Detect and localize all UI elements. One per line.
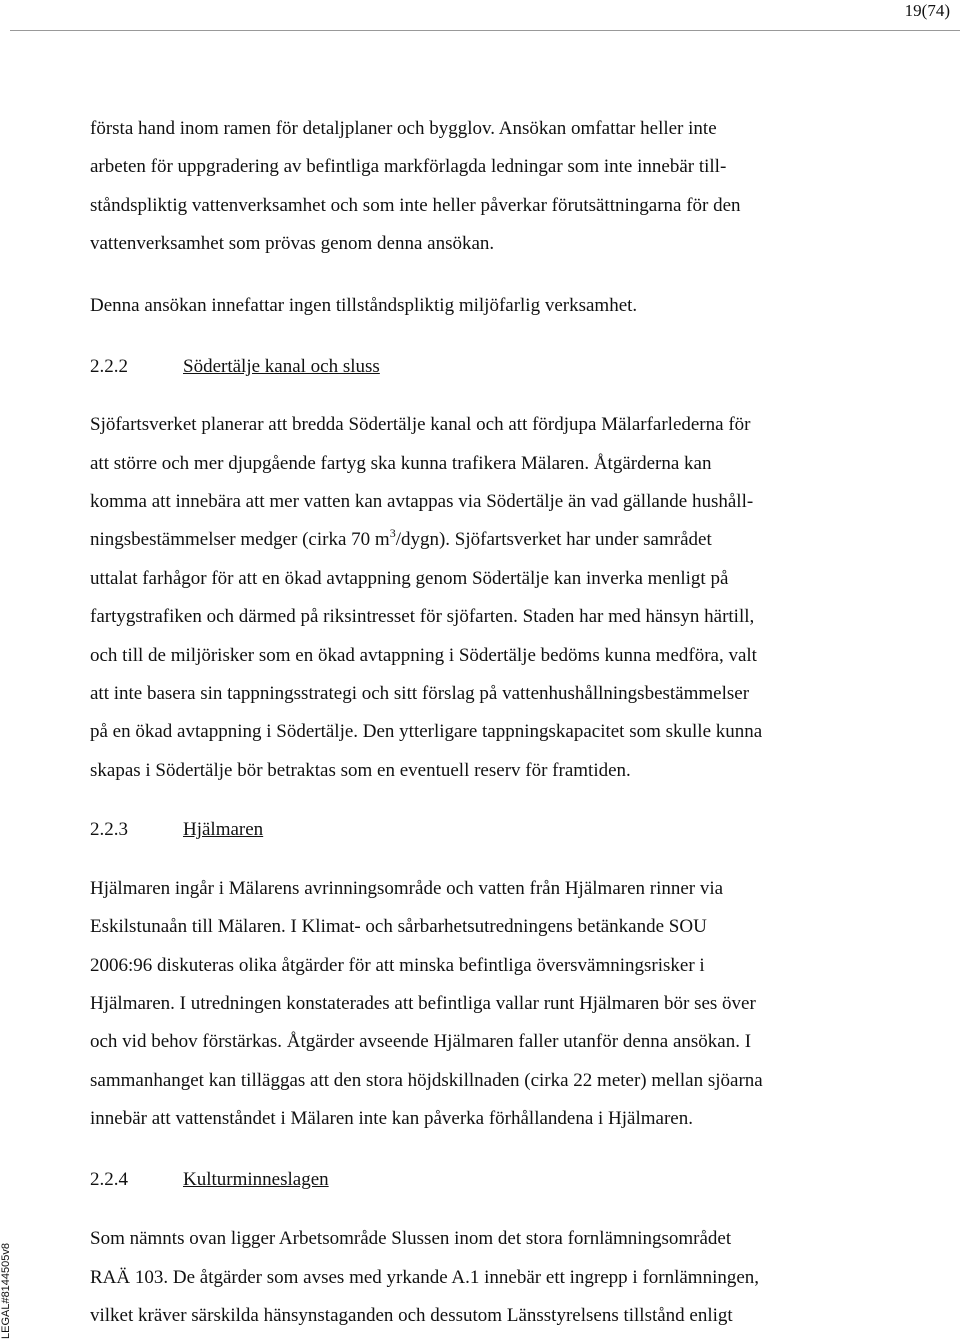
text-run: ningsbestämmelser medger (cirka 70 m bbox=[90, 529, 390, 550]
superscript: 3 bbox=[389, 525, 396, 540]
paragraph-line: och vid behov förstärkas. Åtgärder avseende Hjälmaren faller utanför denna ansökan. I bbox=[90, 1031, 752, 1052]
section-title: Hjälmaren bbox=[183, 819, 264, 840]
section-title: Södertälje kanal och sluss bbox=[183, 356, 380, 377]
paragraph-line: Som nämnts ovan ligger Arbetsområde Slussen inom det stora fornlämningsområdet bbox=[90, 1228, 732, 1249]
paragraph-line: Hjälmaren. I utredningen konstaterades att befintliga vallar runt Hjälmaren bör ses över bbox=[90, 993, 756, 1014]
paragraph-line: skapas i Södertälje bör betraktas som en eventuell reserv för framtiden. bbox=[90, 760, 631, 781]
section-heading bbox=[90, 818, 263, 842]
paragraph-line: vilket kräver särskilda hänsynstaganden och dessutom Länsstyrelsens tillstånd enligt bbox=[90, 1305, 733, 1326]
page-number: 19(74) bbox=[904, 1, 950, 20]
paragraph-line: komma att innebära att mer vatten kan avtappas via Södertälje än vad gällande hushåll- bbox=[90, 491, 754, 512]
section-heading bbox=[90, 355, 380, 379]
paragraph-line: fartygstrafiken och därmed på riksintresset för sjöfarten. Staden har med hänsyn härtill, bbox=[90, 606, 755, 627]
paragraph-line: 2006:96 diskuteras olika åtgärder för att minska befintliga översvämningsrisker i bbox=[90, 955, 705, 976]
section-heading bbox=[90, 1168, 329, 1192]
document-id-label: LEGAL#8144505v8 bbox=[0, 1242, 12, 1340]
paragraph-line: ståndspliktig vattenverksamhet och som inte heller påverkar förutsättningarna för den bbox=[90, 195, 741, 216]
paragraph-line: Hjälmaren ingår i Mälarens avrinningsområde och vatten från Hjälmaren rinner via bbox=[90, 878, 724, 899]
section-number: 2.2.4 bbox=[90, 1169, 128, 1190]
paragraph-line: på en ökad avtappning i Södertälje. Den ytterligare tappningskapacitet som skulle kunna bbox=[90, 721, 763, 742]
header-rule bbox=[10, 30, 960, 31]
section-number: 2.2.2 bbox=[90, 356, 128, 377]
paragraph-line: och till de miljörisker som en ökad avtappning i Södertälje bedöms kunna medföra, valt bbox=[90, 645, 757, 666]
paragraph-line: Denna ansökan innefattar ingen tillståndspliktig miljöfarlig verksamhet. bbox=[90, 295, 638, 316]
text-run: /dygn). Sjöfartsverket har under samrådet bbox=[395, 529, 712, 550]
paragraph-line: uttalat farhågor för att en ökad avtappning genom Södertälje kan inverka menligt på bbox=[90, 568, 729, 589]
section-number: 2.2.3 bbox=[90, 819, 128, 840]
paragraph-line: första hand inom ramen för detaljplaner och bygglov. Ansökan omfattar heller inte bbox=[90, 118, 717, 139]
paragraph-line: innebär att vattenståndet i Mälaren inte kan påverka förhållandena i Hjälmaren. bbox=[90, 1108, 693, 1129]
paragraph-line: att större och mer djupgående fartyg ska kunna trafikera Mälaren. Åtgärderna kan bbox=[90, 453, 712, 474]
paragraph-line: Eskilstunaån till Mälaren. I Klimat- och sårbarhetsutredningens betänkande SOU bbox=[90, 916, 707, 937]
paragraph-line: att inte basera sin tappningsstrategi och sitt förslag på vattenhushållningsbestämmelser bbox=[90, 683, 750, 704]
paragraph-line: sammanhanget kan tilläggas att den stora höjdskillnaden (cirka 22 meter) mellan sjöarna bbox=[90, 1070, 763, 1091]
paragraph-line: arbeten för uppgradering av befintliga markförlagda ledningar som inte innebär till- bbox=[90, 156, 727, 177]
paragraph-line: RAÄ 103. De åtgärder som avses med yrkande A.1 innebär ett ingrepp i fornlämningen, bbox=[90, 1267, 760, 1288]
paragraph-line: Sjöfartsverket planerar att bredda Södertälje kanal och att fördjupa Mälarfarlederna för bbox=[90, 414, 751, 435]
paragraph-line: vattenverksamhet som prövas genom denna ansökan. bbox=[90, 233, 495, 254]
paragraph-line bbox=[90, 525, 712, 552]
section-title: Kulturminneslagen bbox=[183, 1169, 329, 1190]
